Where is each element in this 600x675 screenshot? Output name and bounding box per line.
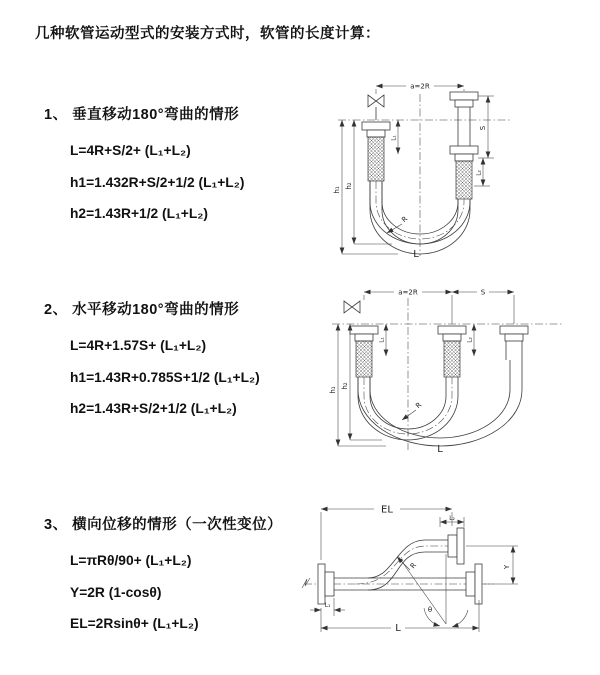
section-2-formula-h2: h2=1.43R+S/2+1/2 (L₁+L₂) xyxy=(70,401,237,416)
dim-label-s: S xyxy=(480,288,486,297)
dim-label-l2: L₂ xyxy=(467,337,474,343)
dim-label-l1: L₁ xyxy=(324,603,331,609)
middle-pipe-flange xyxy=(438,326,466,377)
dimension-l1 xyxy=(380,324,387,356)
dimension-s xyxy=(452,289,514,325)
radius-label: R xyxy=(414,400,424,411)
dim-label-s: S xyxy=(479,125,487,131)
left-pipe-flange xyxy=(350,326,378,377)
right-pipe-flanges xyxy=(450,92,478,199)
dim-label-h1: h₁ xyxy=(329,386,337,394)
right-pipe-flange xyxy=(500,326,528,360)
radius-label: R xyxy=(400,214,410,225)
left-pipe-flange xyxy=(362,122,390,181)
dimension-l xyxy=(321,600,479,634)
diagram-vertical-180-bend xyxy=(312,74,594,258)
page-title: 几种软管运动型式的安装方式时，软管的长度计算： xyxy=(35,26,380,42)
radius-label: R xyxy=(408,561,419,571)
dim-label-l1: L₁ xyxy=(391,135,398,141)
section-1-formula-h2: h2=1.43R+1/2 (L₁+L₂) xyxy=(70,206,208,221)
section-3-formula-EL: EL=2Rsinθ+ (L₁+L₂) xyxy=(70,616,199,631)
section-3-formula-L: L=πRθ/90+ (L₁+L₂) xyxy=(70,553,192,568)
valve-icon xyxy=(368,95,384,120)
dimension-l1 xyxy=(310,598,345,616)
dim-label-l2: L₂ xyxy=(476,170,483,176)
dimension-el xyxy=(321,504,452,560)
diagram-lateral-displacement xyxy=(298,496,598,654)
length-label: L xyxy=(413,249,419,258)
radius-callout xyxy=(402,401,423,420)
valve-icon xyxy=(344,301,360,313)
dim-label-y: Y xyxy=(503,564,511,570)
dim-label-h2: h₂ xyxy=(345,182,353,190)
left-flange xyxy=(318,564,334,604)
section-2 xyxy=(44,299,260,425)
dim-label-h2: h₂ xyxy=(341,382,349,390)
dimension-l2 xyxy=(474,158,490,186)
diagram-horizontal-180-bend xyxy=(312,280,594,455)
section-1-heading: 1、 垂直移动180°弯曲的情形 xyxy=(44,107,240,123)
dimension-l1 xyxy=(392,120,399,154)
length-label: L xyxy=(437,444,443,455)
dim-label-a2r: a=2R xyxy=(410,82,430,91)
section-3 xyxy=(44,514,282,640)
section-2-heading: 2、 水平移动180°弯曲的情形 xyxy=(44,302,240,318)
dimension-s xyxy=(478,96,494,158)
hose-u-bends xyxy=(358,360,522,446)
dimension-l2 xyxy=(468,324,475,356)
dimension-h1 xyxy=(333,120,398,254)
dim-label-l2: L₂ xyxy=(449,516,455,522)
angle-label: θ xyxy=(427,606,433,614)
section-1-formula-h1: h1=1.432R+S/2+1/2 (L₁+L₂) xyxy=(70,174,245,190)
right-flange xyxy=(466,564,482,604)
dim-label-el: EL xyxy=(381,504,393,516)
radius-callout xyxy=(387,215,409,233)
section-2-formula-h1: h1=1.43R+0.785S+1/2 (L₁+L₂) xyxy=(70,369,260,385)
section-1 xyxy=(44,104,244,230)
dim-label-l1: L₁ xyxy=(379,337,386,343)
section-2-formula-L: L=4R+1.57S+ (L₁+L₂) xyxy=(70,338,207,353)
upper-flange xyxy=(448,528,464,564)
centerline-break-mark xyxy=(302,578,310,588)
section-1-formula-L: L=4R+S/2+ (L₁+L₂) xyxy=(70,143,191,158)
section-3-formula-Y: Y=2R (1-cosθ) xyxy=(70,584,162,600)
dim-label-a2r: a=2R xyxy=(398,288,418,297)
dim-label-h1: h₁ xyxy=(333,186,341,194)
length-label: L xyxy=(395,623,401,634)
section-3-heading: 3、 横向位移的情形（一次性变位） xyxy=(44,517,283,533)
